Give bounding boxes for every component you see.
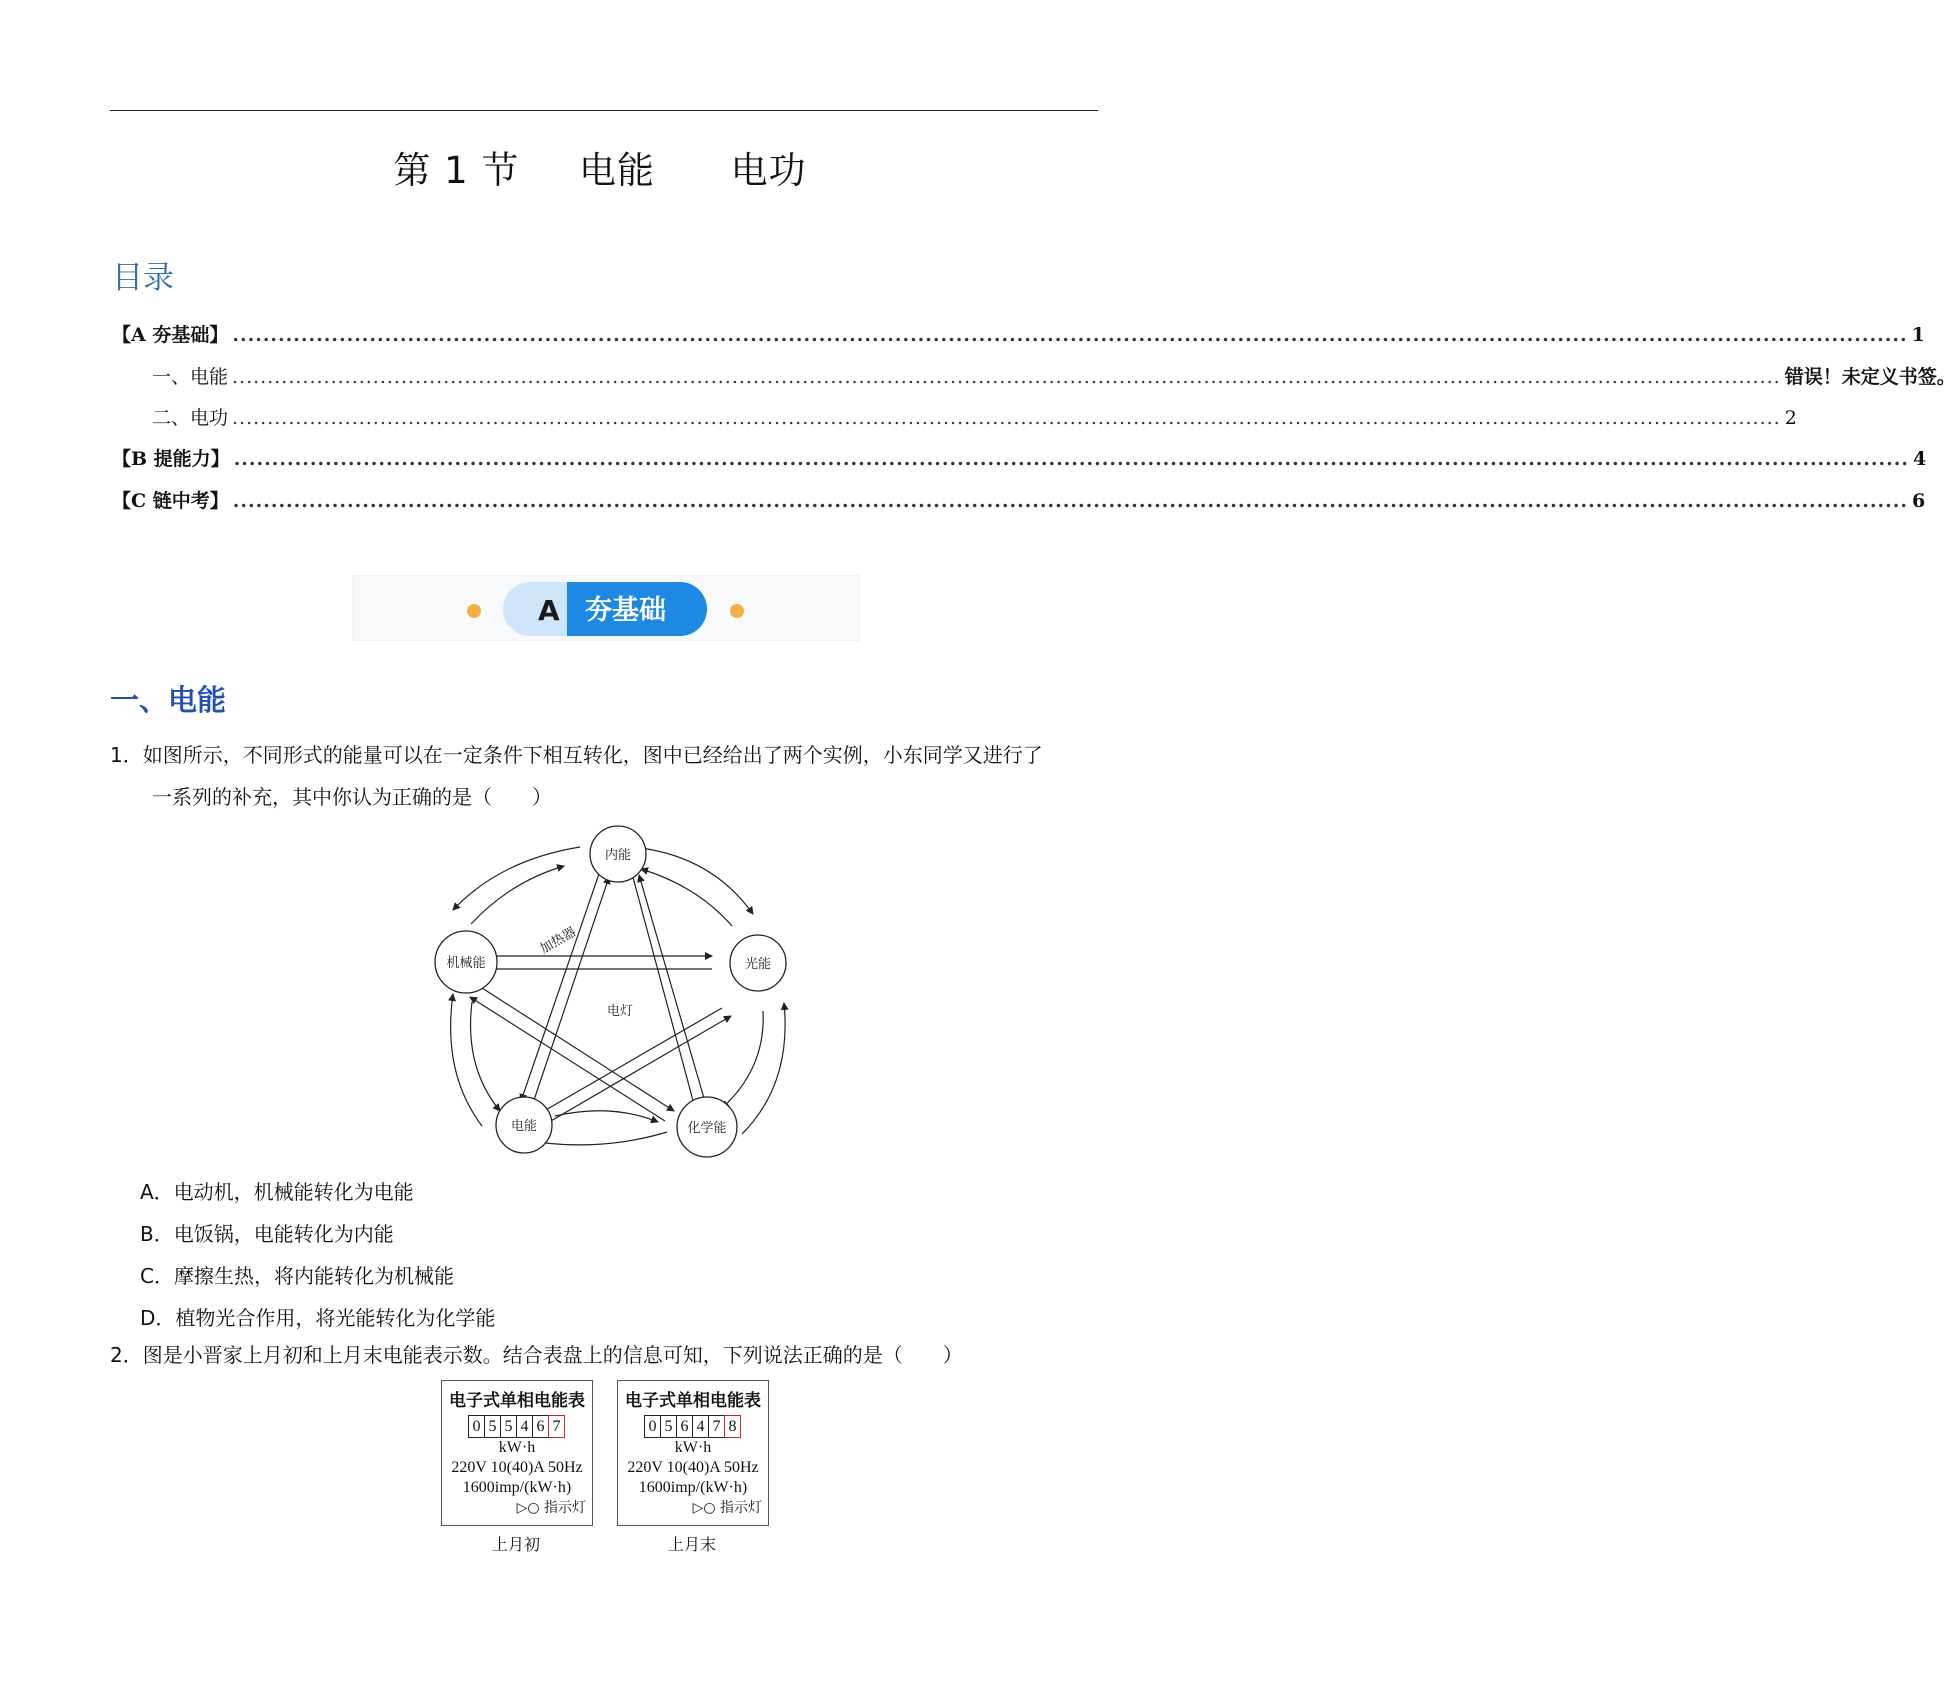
toc-label: 【C 链中考】 (112, 490, 229, 512)
toc-leader: ............................................................................................................................................................................................................................ (232, 366, 1781, 388)
meter-spec: 220V 10(40)A 50Hz (451, 1459, 583, 1476)
banner-dot-left (467, 604, 481, 618)
energy-conversion-diagram (420, 818, 800, 1170)
meter-imp: 1600imp/(kW·h) (638, 1479, 748, 1496)
meter-caption-end: 上月末 (667, 1535, 716, 1554)
title-part-electric-work: 电功 (730, 149, 807, 192)
section-banner (352, 575, 860, 641)
toc-leader: ............................................................................................................................................................................................................................ (232, 490, 1908, 512)
meter-end-of-month (617, 1380, 769, 1526)
meter-unit: kW·h (498, 1439, 536, 1456)
meter-imp: 1600imp/(kW·h) (462, 1479, 572, 1496)
toc-row-electric-work[interactable] (152, 403, 1797, 431)
toc-leader: ............................................................................................................................................................................................................................ (232, 324, 1908, 346)
meter-digits (442, 1415, 592, 1438)
q1-option-a[interactable]: A．电动机，机械能转化为电能 (140, 1180, 414, 1204)
header-rule (110, 110, 1098, 111)
meter-spec: 220V 10(40)A 50Hz (627, 1459, 759, 1476)
q1-stem-line2: 一系列的补充，其中你认为正确的是（ ） (152, 785, 552, 809)
meter-digit: 4 (692, 1415, 709, 1438)
q1-option-d[interactable]: D．植物光合作用，将光能转化为化学能 (140, 1306, 496, 1330)
meter-digits (618, 1415, 768, 1438)
section-title: 一、电能 (110, 683, 227, 717)
page-title (0, 140, 1200, 194)
title-part-section: 第 1 节 (393, 149, 520, 192)
diagram-arrows (451, 847, 785, 1145)
banner-letter: A (538, 594, 560, 627)
meter-digit: 6 (676, 1415, 693, 1438)
toc-label: 【A 夯基础】 (112, 324, 229, 346)
title-part-electric-energy: 电能 (579, 149, 656, 192)
node-mechanical-energy-label: 机械能 (446, 956, 486, 971)
label-lamp: 电灯 (606, 1004, 634, 1019)
q2-stem: 2．图是小晋家上月初和上月末电能表示数。结合表盘上的信息可知，下列说法正确的是（ ） (110, 1343, 963, 1367)
toc-leader: ............................................................................................................................................................................................................................ (232, 407, 1781, 429)
meter-digit: 5 (484, 1415, 501, 1438)
meter-digit: 5 (660, 1415, 677, 1438)
meter-start-of-month (441, 1380, 593, 1526)
q1-stem-line1: 1．如图所示，不同形式的能量可以在一定条件下相互转化，图中已经给出了两个实例，小东同学又进行了 (110, 743, 1043, 767)
meter-digit: 6 (532, 1415, 549, 1438)
meter-digit: 5 (500, 1415, 517, 1438)
meter-indicator: ▷○ 指示灯 (692, 1500, 762, 1516)
meter-digit: 7 (708, 1415, 725, 1438)
toc-page: 4 (1912, 448, 1927, 470)
toc-label: 【B 提能力】 (112, 448, 230, 470)
toc-page: 1 (1911, 324, 1925, 346)
toc-heading: 目录 (112, 260, 174, 296)
toc-label: 一、电能 (152, 366, 229, 388)
meter-digit: 0 (468, 1415, 485, 1438)
toc-row-electric-energy[interactable] (152, 362, 1956, 390)
meter-caption-start: 上月初 (491, 1535, 540, 1554)
node-internal-energy-label: 内能 (604, 848, 632, 863)
node-chemical-energy-label: 化学能 (687, 1121, 727, 1136)
q1-option-c[interactable]: C．摩擦生热，将内能转化为机械能 (140, 1264, 454, 1288)
meter-indicator: ▷○ 指示灯 (516, 1500, 586, 1516)
q1-option-b[interactable]: B．电饭锅，电能转化为内能 (140, 1222, 394, 1246)
toc-row-c[interactable] (112, 486, 1926, 514)
toc-row-a[interactable] (112, 320, 1925, 348)
node-light-energy-label: 光能 (744, 957, 772, 972)
toc-leader: ............................................................................................................................................................................................................................ (233, 448, 1909, 470)
banner-graphic (353, 576, 859, 640)
banner-dot-right (730, 604, 744, 618)
meter-digit: 0 (644, 1415, 661, 1438)
meter-digit: 4 (516, 1415, 533, 1438)
toc-page: 6 (1912, 490, 1926, 512)
toc-row-b[interactable] (112, 444, 1927, 472)
meter-unit: kW·h (674, 1439, 712, 1456)
meter-digit-decimal: 7 (548, 1415, 565, 1438)
toc-page: 2 (1784, 407, 1797, 429)
node-electric-energy-label: 电能 (510, 1119, 538, 1134)
toc-label: 二、电功 (152, 407, 229, 429)
banner-text: 夯基础 (585, 595, 666, 626)
toc-page: 错误！未定义书签。 (1784, 366, 1956, 388)
meter-title: 电子式单相电能表 (449, 1391, 585, 1411)
meter-digit-decimal: 8 (724, 1415, 741, 1438)
label-heater: 加热器 (537, 924, 579, 958)
meter-title: 电子式单相电能表 (625, 1391, 761, 1411)
